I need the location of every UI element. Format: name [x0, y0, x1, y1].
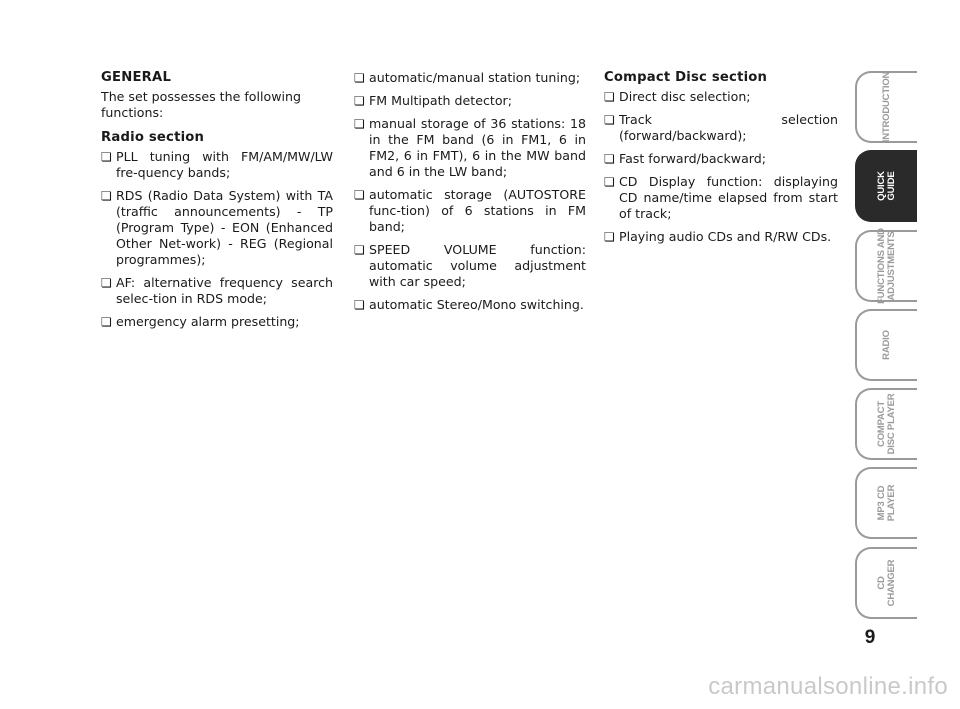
- list-item: ❏ CD Display function: displaying CD name/time elapsed from start of track;: [604, 174, 838, 222]
- list-item: ❏ RDS (Radio Data System) with TA (traffic announcements) - TP (Program Type) - EON (Enhanced Other Net-work) - REG (Regional programmes);: [101, 188, 333, 268]
- list-item: ❏ AF: alternative frequency search selec-tion in RDS mode;: [101, 275, 333, 307]
- tab-radio[interactable]: [855, 309, 917, 381]
- list-item: ❏ Track selection (forward/backward);: [604, 112, 838, 144]
- tab-quick-guide[interactable]: [855, 150, 917, 222]
- list-item: ❏ Playing audio CDs and R/RW CDs.: [604, 229, 838, 245]
- page-number: 9: [864, 627, 876, 648]
- column-general: [101, 70, 333, 337]
- tab-label: QUICK GUIDE: [876, 171, 897, 202]
- list-item: ❏ SPEED VOLUME function: automatic volume adjustment with car speed;: [354, 242, 586, 290]
- list-item: ❏ automatic Stereo/Mono switching.: [354, 297, 586, 313]
- compact-disc-heading: Compact Disc section: [604, 70, 768, 85]
- tab-introduction[interactable]: [855, 71, 917, 143]
- tab-functions-and-adjustments[interactable]: [855, 227, 917, 304]
- list-item: ❏ FM Multipath detector;: [354, 93, 586, 109]
- tab-label: INTRODUCTION: [881, 71, 892, 143]
- tab-label: CD CHANGER: [876, 559, 897, 607]
- column-compact-disc: [604, 70, 838, 252]
- list-item: ❏ manual storage of 36 stations: 18 in the FM band (6 in FM1, 6 in FM2, 6 in FMT), 6 in the MW band and 6 in the LW band;: [354, 116, 586, 180]
- general-heading: GENERAL: [101, 70, 172, 85]
- tab-label: FUNCTIONS AND ADJUSTMENTS: [876, 227, 897, 304]
- list-item: ❏ automatic/manual station tuning;: [354, 70, 586, 86]
- list-item: ❏ Direct disc selection;: [604, 89, 838, 105]
- list-item: ❏ Fast forward/backward;: [604, 151, 838, 167]
- watermark: carmanualsonline.info: [708, 673, 948, 700]
- column-radio-continued: [354, 70, 586, 320]
- section-tabs: [855, 71, 917, 626]
- tab-label: RADIO: [881, 330, 892, 360]
- radio-feature-list-continued: [354, 70, 586, 313]
- general-intro: The set possesses the following functions:: [101, 89, 301, 120]
- tab-cd-changer[interactable]: [855, 547, 917, 619]
- tab-label: MP3 CD PLAYER: [876, 485, 897, 522]
- list-item: ❏ emergency alarm presetting;: [101, 314, 333, 330]
- list-item: ❏ automatic storage (AUTOSTORE func-tion) of 6 stations in FM band;: [354, 187, 586, 235]
- tab-mp3-cd-player[interactable]: [855, 467, 917, 539]
- radio-section-heading: Radio section: [101, 130, 205, 145]
- tab-label: COMPACT DISC PLAYER: [876, 393, 897, 455]
- cd-feature-list: [604, 89, 838, 245]
- radio-feature-list: [101, 149, 333, 330]
- list-item: ❏ PLL tuning with FM/AM/MW/LW fre-quency bands;: [101, 149, 333, 181]
- tab-compact-disc-player[interactable]: [855, 388, 917, 460]
